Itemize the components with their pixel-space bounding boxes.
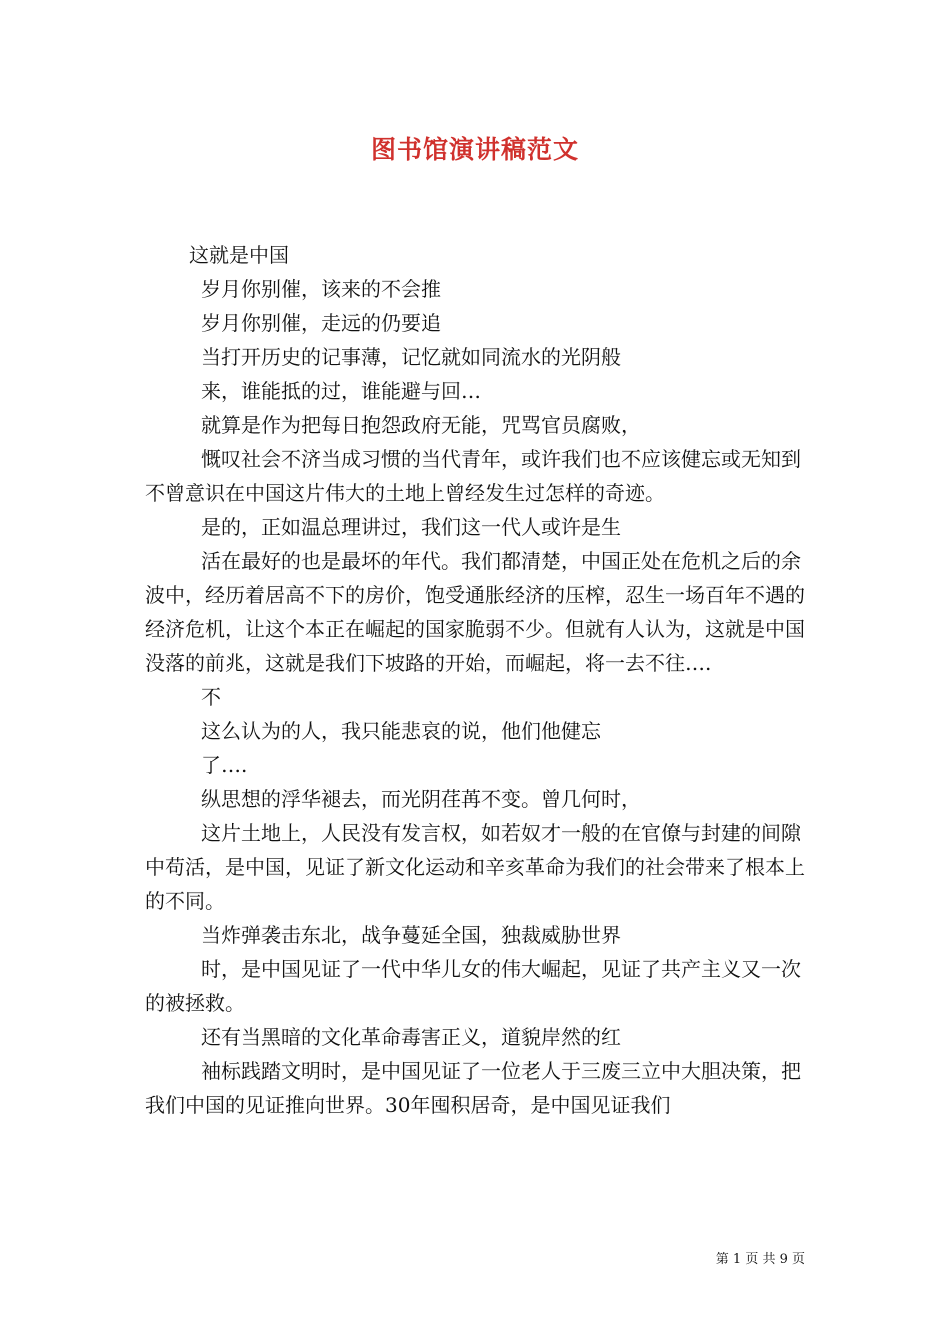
paragraph: 了…. (201, 753, 248, 777)
paragraph: 袖标践踏文明时，是中国见证了一位老人于三废三立中大胆决策，把我们中国的见证推向世界。30年囤积居奇，是中国见证我们 (145, 1059, 801, 1117)
paragraph: 还有当黑暗的文化革命毒害正义，道貌岸然的红 (201, 1025, 621, 1049)
paragraph: 来，谁能抵的过，谁能避与回… (201, 379, 481, 403)
paragraph: 岁月你别催，该来的不会推 (201, 277, 441, 301)
paragraph: 这片土地上，人民没有发言权，如若奴才一般的在官僚与封建的间隙中苟活，是中国，见证了新文化运动和辛亥革命为我们的社会带来了根本上的不同。 (145, 821, 805, 913)
paragraph: 这就是中国 (189, 243, 289, 267)
paragraph: 慨叹社会不济当成习惯的当代青年，或许我们也不应该健忘或无知到不曾意识在中国这片伟大的土地上曾经发生过怎样的奇迹。 (145, 447, 801, 505)
paragraph: 纵思想的浮华褪去，而光阴荏苒不变。曾几何时， (201, 787, 641, 811)
paragraph: 这么认为的人，我只能悲哀的说，他们他健忘 (201, 719, 601, 743)
document-title: 图书馆演讲稿范文 (370, 135, 579, 164)
page-number-footer: 第 1 页 共 9 页 (715, 1252, 805, 1267)
paragraph: 当打开历史的记事薄，记忆就如同流水的光阴般 (201, 345, 621, 369)
paragraph: 岁月你别催，走远的仍要追 (201, 311, 441, 335)
paragraph: 当炸弹袭击东北，战争蔓延全国，独裁威胁世界 (201, 923, 621, 947)
paragraph: 时，是中国见证了一代中华儿女的伟大崛起，见证了共产主义又一次的被拯救。 (145, 957, 801, 1015)
document-body (145, 238, 810, 1122)
paragraph: 就算是作为把每日抱怨政府无能，咒骂官员腐败， (201, 413, 641, 437)
paragraph: 是的，正如温总理讲过，我们这一代人或许是生 (201, 515, 621, 539)
paragraph: 不 (201, 685, 221, 709)
paragraph: 活在最好的也是最坏的年代。我们都清楚，中国正处在危机之后的余波中，经历着居高不下的房价，饱受通胀经济的压榨，忍生一场百年不遇的经济危机，让这个本正在崛起的国家脆弱不少。但就有人认为，这就是中国没落的前兆，这就是我们下坡路的开始，而崛起，将一去不往…. (145, 549, 805, 675)
